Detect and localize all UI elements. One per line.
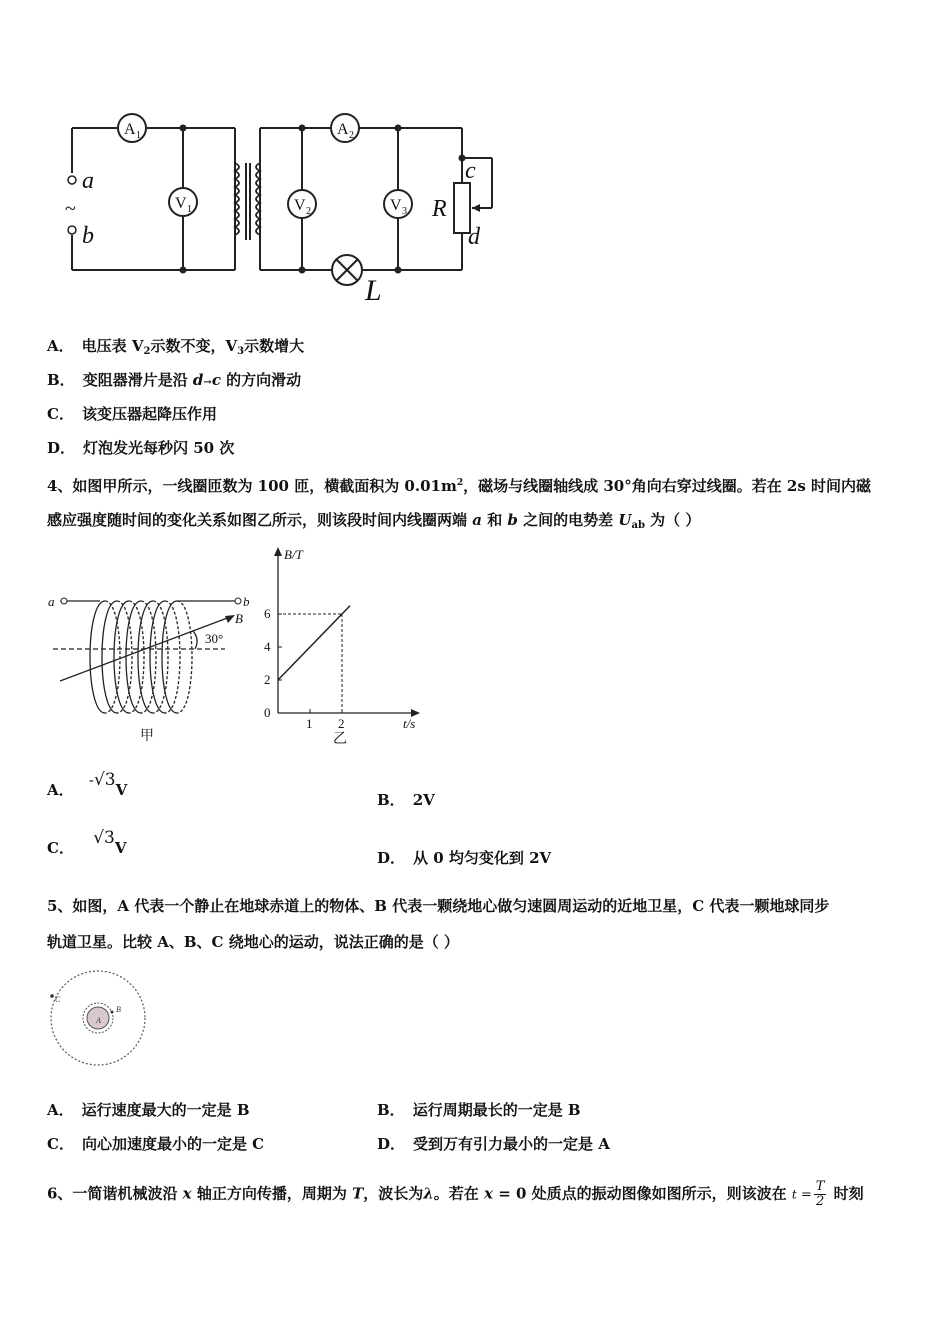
q4-stem-line2: [47, 510, 700, 536]
q4-stem-line1: [47, 473, 871, 496]
svg-text:2: 2: [349, 130, 354, 141]
svg-text:~: ~: [65, 198, 76, 220]
svg-text:1: 1: [187, 204, 192, 215]
text: = 0 处质点的振动图像如图所示，则该波在: [492, 1184, 792, 1203]
option-text: 示数不变，V: [150, 337, 238, 355]
option-text: 运行速度最大的一定是 B: [81, 1101, 250, 1119]
terminal-a: [68, 176, 76, 184]
text: 4、如图甲所示，一线圈匝数为 100 匝，横截面积为 0.01m: [47, 477, 457, 495]
q3-option-b[interactable]: [47, 370, 301, 393]
series-line-b: [278, 606, 350, 680]
unit: V: [115, 781, 128, 799]
svg-text:甲: 甲: [140, 729, 154, 744]
q6-stem-line1: [47, 1180, 864, 1209]
text: ，波长为: [363, 1184, 424, 1203]
q4-option-c[interactable]: [47, 828, 127, 868]
option-text: 运行周期最长的一定是 B: [412, 1101, 581, 1119]
symbol-x: x: [182, 1184, 192, 1203]
symbol-a: a: [472, 511, 482, 529]
y-axis-label: B/T: [284, 547, 303, 562]
terminal-a: [61, 598, 67, 604]
q5-stem-line1: 5、如图，A 代表一个静止在地球赤道上的物体、B 代表一颗绕地心做匀速圆周运动的近地卫星，C 代表一颗地球同步: [47, 897, 830, 915]
x-axis-label: t/s: [403, 716, 416, 731]
subscript: 2: [143, 346, 151, 357]
q5-stem-line2: 轨道卫星。比较 A、B、C 绕地心的运动，说法正确的是（ ）: [47, 933, 459, 951]
option-text: 受到万有引力最小的一定是 A: [413, 1135, 610, 1153]
text: 轴正方向传播，周期为: [191, 1184, 353, 1203]
coil-figure: [45, 575, 255, 750]
svg-text:C: C: [55, 995, 61, 1004]
symbol-t: T: [352, 1184, 364, 1203]
satellite-b: [111, 1011, 114, 1014]
svg-text:a: a: [82, 168, 94, 194]
text: 6、一简谐机械波沿: [47, 1184, 183, 1203]
svg-text:A: A: [124, 121, 136, 138]
svg-text:V: V: [175, 195, 187, 212]
svg-text:d: d: [468, 224, 480, 250]
svg-text:B: B: [235, 611, 243, 626]
coil-turns: [90, 601, 210, 713]
svg-text:A: A: [96, 1016, 101, 1025]
x-tick-label: 2: [338, 716, 345, 731]
svg-text:a: a: [48, 594, 55, 609]
sqrt-value: √3: [93, 828, 115, 848]
svg-text:A: A: [337, 121, 349, 138]
symbol-c: c: [211, 371, 221, 389]
q3-option-a[interactable]: [47, 336, 304, 362]
option-text: 向心加速度最小的一定是 C: [81, 1135, 265, 1153]
svg-text:2: 2: [306, 206, 311, 217]
option-letter: D．: [377, 849, 406, 867]
q4-option-d[interactable]: [377, 848, 551, 868]
svg-text:3: 3: [402, 206, 407, 217]
svg-text:V: V: [390, 197, 402, 214]
svg-text:V: V: [294, 197, 306, 214]
option-text: 从 0 均匀变化到 2V: [413, 849, 552, 867]
b-t-graph: [258, 545, 438, 750]
option-letter: B．: [377, 1101, 405, 1119]
graph-caption: 乙: [333, 732, 347, 747]
svg-text:b: b: [82, 223, 94, 249]
symbol-lambda: λ: [423, 1184, 434, 1203]
satellite-c: [50, 994, 54, 998]
option-text: 该变压器起降压作用: [81, 405, 217, 423]
text: 感应强度随时间的变化关系如图乙所示，则该段时间内线圈两端: [47, 511, 473, 529]
svg-text:b: b: [243, 594, 250, 609]
symbol-d: d: [192, 371, 204, 389]
symbol-b: b: [507, 511, 518, 529]
unit: V: [114, 839, 127, 857]
text: ，磁场与线圈轴线成 30°角向右穿过线圈。若在 2s 时间内磁: [463, 477, 872, 495]
option-letter: C．: [47, 405, 74, 423]
circuit-diagram: [60, 108, 510, 308]
y-tick-label: 2: [264, 672, 271, 687]
q5-option-d[interactable]: [377, 1134, 610, 1154]
sqrt-value: √3: [93, 770, 116, 790]
option-letter: C．: [47, 839, 74, 857]
text: 时刻: [828, 1184, 864, 1203]
fraction-t-over-2: $\frac{T}{2}$: [815, 1179, 825, 1209]
text: 。若在: [433, 1184, 485, 1203]
option-text: 灯泡发光每秒闪 50 次: [83, 439, 235, 457]
option-text: 的方向滑动: [220, 371, 302, 389]
subscript: 3: [237, 346, 245, 357]
option-text: 2V: [412, 791, 435, 809]
x-tick-label: 1: [306, 716, 313, 731]
y-tick-label: 6: [264, 606, 271, 621]
symbol-x: x: [484, 1184, 493, 1203]
option-text: 变阻器滑片是沿: [82, 371, 193, 389]
option-letter: A．: [47, 781, 74, 799]
subscript: ab: [631, 520, 645, 531]
minus-sign: -: [88, 771, 94, 789]
q5-option-a[interactable]: [47, 1100, 250, 1120]
svg-text:B: B: [116, 1005, 121, 1014]
terminal-b: [68, 226, 76, 234]
y-tick-label: 4: [264, 639, 271, 654]
text: 之间的电势差: [517, 511, 619, 529]
option-letter: C．: [47, 1135, 74, 1153]
text: 和: [481, 511, 508, 529]
q4-option-a[interactable]: [47, 770, 128, 810]
option-letter: B．: [377, 791, 405, 809]
option-letter: A．: [47, 1101, 74, 1119]
q3-option-d[interactable]: [47, 438, 234, 458]
equals-sign: =: [796, 1187, 812, 1203]
origin-label: 0: [264, 705, 271, 720]
svg-text:L: L: [365, 274, 382, 307]
option-letter: D．: [47, 439, 76, 457]
text: 为（ ）: [644, 511, 701, 529]
terminal-b: [235, 598, 241, 604]
option-text: 电压表 V: [81, 337, 144, 355]
svg-text:1: 1: [136, 130, 141, 141]
q4-option-b[interactable]: [377, 790, 435, 810]
orbit-figure: [44, 968, 154, 1068]
option-letter: A．: [47, 337, 74, 355]
svg-text:c: c: [465, 158, 476, 184]
symbol-t-small: t: [791, 1187, 797, 1202]
q5-option-c[interactable]: [47, 1134, 264, 1154]
option-letter: D．: [377, 1135, 406, 1153]
svg-text:30°: 30°: [205, 631, 224, 646]
symbol-u: U: [618, 511, 632, 529]
q3-option-c[interactable]: [47, 404, 217, 424]
option-letter: B．: [47, 371, 75, 389]
option-text: 示数增大: [244, 337, 305, 355]
q5-option-b[interactable]: [377, 1100, 581, 1120]
superscript: 2: [456, 478, 464, 488]
svg-text:R: R: [432, 196, 447, 222]
arrow-icon: →: [203, 377, 212, 388]
